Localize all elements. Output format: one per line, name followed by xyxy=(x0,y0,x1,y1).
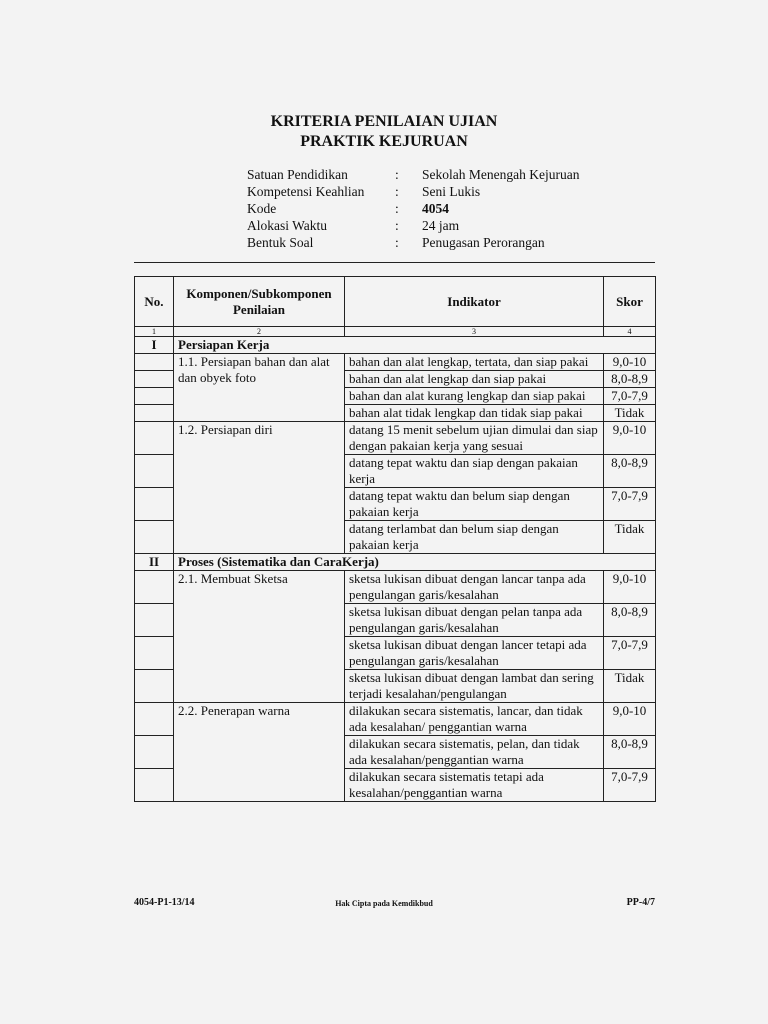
info-value: Seni Lukis xyxy=(422,184,481,199)
header-indikator: Indikator xyxy=(345,277,604,327)
row-number-cell xyxy=(135,736,174,769)
indicator-cell: datang tepat waktu dan siap dengan pakaian kerja xyxy=(345,455,604,488)
divider xyxy=(134,262,655,263)
criteria-table xyxy=(134,276,656,802)
score-cell: Tidak xyxy=(604,521,656,554)
indicator-cell: sketsa lukisan dibuat dengan lancer tetapi ada pengulangan garis/kesalahan xyxy=(345,637,604,670)
subcomponent-label: 1.1. Persiapan bahan dan alat dan obyek foto xyxy=(174,354,345,422)
score-cell: Tidak xyxy=(604,405,656,422)
info-label: Kode xyxy=(247,201,277,216)
row-number-cell xyxy=(135,703,174,736)
footer-code: 4054-P1-13/14 xyxy=(134,897,195,908)
indicator-cell: datang tepat waktu dan belum siap dengan pakaian kerja xyxy=(345,488,604,521)
row-number-cell xyxy=(135,521,174,554)
section-row xyxy=(135,554,656,571)
row-number-cell xyxy=(135,637,174,670)
score-cell: 9,0-10 xyxy=(604,422,656,455)
info-value: 4054 xyxy=(422,201,449,216)
row-number-cell xyxy=(135,488,174,521)
row-number-cell xyxy=(135,354,174,371)
section-number: I xyxy=(135,337,174,354)
indicator-cell: bahan dan alat lengkap, tertata, dan siap pakai xyxy=(345,354,604,371)
section-number: II xyxy=(135,554,174,571)
column-number: 3 xyxy=(345,327,604,337)
row-number-cell xyxy=(135,604,174,637)
row-number-cell xyxy=(135,405,174,422)
info-row xyxy=(247,234,579,251)
indicator-cell: sketsa lukisan dibuat dengan lambat dan sering terjadi kesalahan/pengulangan xyxy=(345,670,604,703)
info-separator: : xyxy=(395,167,399,182)
indicator-cell: dilakukan secara sistematis, lancar, dan tidak ada kesalahan/ penggantian warna xyxy=(345,703,604,736)
table-row xyxy=(135,571,656,604)
info-value: Sekolah Menengah Kejuruan xyxy=(422,167,580,182)
info-row xyxy=(247,166,579,183)
info-label: Alokasi Waktu xyxy=(247,218,328,233)
score-cell: Tidak xyxy=(604,670,656,703)
info-value: 24 jam xyxy=(422,218,460,233)
document-subtitle: PRAKTIK KEJURUAN xyxy=(300,133,468,150)
info-row xyxy=(247,183,579,200)
column-number: 1 xyxy=(135,327,174,337)
info-label: Satuan Pendidikan xyxy=(247,167,348,182)
info-label: Bentuk Soal xyxy=(247,235,314,250)
info-value: Penugasan Perorangan xyxy=(422,235,545,250)
subcomponent-label: 2.2. Penerapan warna xyxy=(174,703,345,802)
indicator-cell: bahan dan alat lengkap dan siap pakai xyxy=(345,371,604,388)
info-separator: : xyxy=(395,184,399,199)
info-separator: : xyxy=(395,218,399,233)
score-cell: 7,0-7,9 xyxy=(604,388,656,405)
score-cell: 8,0-8,9 xyxy=(604,371,656,388)
indicator-cell: sketsa lukisan dibuat dengan pelan tanpa ada pengulangan garis/kesalahan xyxy=(345,604,604,637)
row-number-cell xyxy=(135,455,174,488)
row-number-cell xyxy=(135,571,174,604)
score-cell: 8,0-8,9 xyxy=(604,455,656,488)
indicator-cell: dilakukan secara sistematis, pelan, dan tidak ada kesalahan/penggantian warna xyxy=(345,736,604,769)
header-no: No. xyxy=(135,277,174,327)
info-row xyxy=(247,217,579,234)
header-skor: Skor xyxy=(604,277,656,327)
info-separator: : xyxy=(395,235,399,250)
section-title: Persiapan Kerja xyxy=(174,337,656,354)
score-cell: 8,0-8,9 xyxy=(604,736,656,769)
table-header-row xyxy=(135,277,656,327)
info-block xyxy=(247,166,579,251)
score-cell: 7,0-7,9 xyxy=(604,769,656,802)
indicator-cell: datang terlambat dan belum siap dengan pakaian kerja xyxy=(345,521,604,554)
row-number-cell xyxy=(135,388,174,405)
score-cell: 7,0-7,9 xyxy=(604,488,656,521)
table-row xyxy=(135,703,656,736)
info-row xyxy=(247,200,579,217)
table-row xyxy=(135,422,656,455)
indicator-cell: sketsa lukisan dibuat dengan lancar tanpa ada pengulangan garis/kesalahan xyxy=(345,571,604,604)
row-number-cell xyxy=(135,769,174,802)
header-komponen: Komponen/Subkomponen Penilaian xyxy=(174,277,345,327)
score-cell: 9,0-10 xyxy=(604,703,656,736)
indicator-cell: dilakukan secara sistematis tetapi ada kesalahan/penggantian warna xyxy=(345,769,604,802)
document-title: KRITERIA PENILAIAN UJIAN xyxy=(270,113,498,130)
indicator-cell: bahan dan alat kurang lengkap dan siap pakai xyxy=(345,388,604,405)
score-cell: 9,0-10 xyxy=(604,354,656,371)
row-number-cell xyxy=(135,371,174,388)
footer-copyright: Hak Cipta pada Kemdikbud xyxy=(335,899,433,908)
row-number-cell xyxy=(135,422,174,455)
indicator-cell: bahan alat tidak lengkap dan tidak siap pakai xyxy=(345,405,604,422)
indicator-cell: datang 15 menit sebelum ujian dimulai dan siap dengan pakaian kerja yang sesuai xyxy=(345,422,604,455)
score-cell: 8,0-8,9 xyxy=(604,604,656,637)
column-number: 2 xyxy=(174,327,345,337)
table-row xyxy=(135,354,656,371)
score-cell: 9,0-10 xyxy=(604,571,656,604)
score-cell: 7,0-7,9 xyxy=(604,637,656,670)
column-number-row xyxy=(135,327,656,337)
section-title: Proses (Sistematika dan CaraKerja) xyxy=(174,554,656,571)
subcomponent-label: 2.1. Membuat Sketsa xyxy=(174,571,345,703)
column-number: 4 xyxy=(604,327,656,337)
footer-page: PP-4/7 xyxy=(626,897,655,908)
info-separator: : xyxy=(395,201,399,216)
subcomponent-label: 1.2. Persiapan diri xyxy=(174,422,345,554)
row-number-cell xyxy=(135,670,174,703)
info-label: Kompetensi Keahlian xyxy=(247,184,365,199)
section-row xyxy=(135,337,656,354)
